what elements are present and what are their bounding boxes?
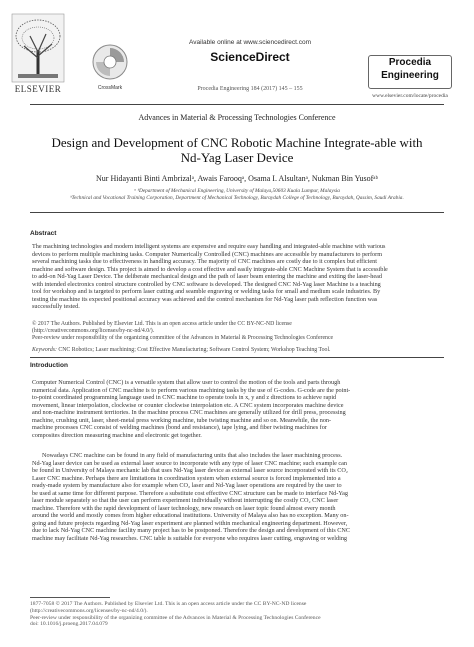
article-title-line2: Nd-Yag Laser Device — [180, 150, 294, 165]
footer-issn-line: 1877-7058 © 2017 The Authors. Published by Elsevier Ltd. This is an open access article under the CC BY-NC-ND license — [30, 601, 307, 607]
intro-line: be used at same time for different purpose. Therefore a substitute cost effective CNC structure can be made to interface Nd-Yag — [32, 489, 349, 497]
intro-line: composites direction measuring machine and electronic get together. — [32, 431, 202, 439]
abstract-line: tool for workshop and is targeted to perform laser cutting and seamble engraving or welding tasks for small and medium scale industries. By — [32, 288, 381, 296]
abstract-top-divider — [30, 212, 444, 213]
license-link[interactable]: (http://creativecommons.org/licenses/by-nc-nd/4.0/). — [32, 328, 155, 334]
available-online-text: Available online at www.sciencedirect.com — [189, 39, 311, 46]
intro-line: around the world and mostly comes from higher educational institutions. University of Malaya also has no exception. Many on- — [32, 512, 349, 520]
intro-line: due to lack Nd-Yag CNC machine facility many project has to be postponed. Therefore the design and development of this CNC — [32, 527, 351, 535]
affiliation-b: ᵇTechnical and Vocational Training Corporation, Department of Mechanical Technology, Buraydah College of Technology, Buraydah, Qassim, Saudi Arabia. — [70, 195, 404, 201]
intro-line: machine. Therefore with the rapid development of laser technology, new research on laser topic found almost every month — [32, 504, 336, 512]
abstract-line: machine and software design. This project is aimed to develop a cost effective and easily integrate-able CNC Machine System that is accessible — [32, 265, 388, 273]
introduction-para2 — [32, 452, 442, 543]
intro-line: going and future projects regarding Nd-Yag laser experiment are planned within mechanical engineering department. However, — [32, 519, 348, 527]
keywords-text: CNC Robotics; Laser machining; Cost Effective Manufacturing; Software Control System; Workshop Teaching Tool. — [56, 347, 331, 353]
keywords-label: Keywords: — [32, 347, 57, 353]
abstract-line: several machining tasks due to effectiveness in handling accuracy. The majority of CNC machines are costly due to it complex but efficient — [32, 258, 377, 266]
abstract-body — [32, 243, 442, 311]
article-title-line1: Design and Development of CNC Robotic Machine Integrate-able with — [51, 135, 423, 150]
intro-line: be found in University of Malaya mechanic lab that uses Nd-Yag laser device as external laser source incorporated with its CO₂ — [32, 467, 348, 475]
crossmark-label: CrossMark — [97, 85, 123, 91]
header-divider — [30, 104, 444, 105]
intro-line: laser module separately so that the user can perform experiment individually without interrupting the costly CO₂ CNC laser — [32, 497, 339, 505]
footer-rule — [30, 597, 110, 598]
journal-name-line1: Procedia — [388, 57, 432, 68]
abstract-line: The machining technologies and modern intelligent systems are expensive and require easy handling and integrated-able machine with various — [32, 243, 386, 250]
abstract-copyright — [32, 321, 442, 342]
footer-peer-review: Peer-review under responsibility of the organizing committee of the Advances in Material & Processing Technologies Conference — [30, 614, 321, 621]
sciencedirect-name: ScienceDirect — [210, 50, 290, 64]
copyright-line: © 2017 The Authors. Published by Elsevier Ltd. This is an open access article under the CC BY-NC-ND license — [32, 321, 292, 327]
intro-line: Nowadays CNC machine can be found in any field of manufacturing units that also includes the laser machining process. — [42, 452, 343, 459]
elsevier-wordmark: ELSEVIER — [14, 84, 62, 94]
abstract-line: successfully tested. — [32, 303, 80, 311]
peer-review-line: Peer-review under responsibility of the organizing committee of the Advances in Material & Processing Technologies Conference — [32, 335, 334, 341]
introduction-para1 — [32, 379, 442, 439]
footer-doi-link[interactable]: doi: 10.1016/j.proeng.2017.04.079 — [30, 621, 108, 628]
journal-reference: Procedia Engineering 184 (2017) 145 – 155 — [197, 86, 303, 92]
journal-url-link[interactable]: www.elsevier.com/locate/procedia — [372, 93, 448, 99]
intro-line: numerical data. Application of CNC machine is to perform various machining tasks by the use of G-codes. G-code are the point- — [32, 386, 351, 394]
intro-line: and non-machine instrument territories. In the machine process CNC machines are generally utilized for drill press, processing — [32, 409, 346, 417]
intro-line: Computer Numerical Control (CNC) is a versatile system that allow user to control the motion of the tools and parts through — [32, 379, 341, 386]
footer-license-link[interactable]: (http://creativecommons.org/licenses/by-nc-nd/4.0/). — [30, 607, 148, 614]
intro-line: machine may facilitate Nd-Yag researches. CNC table is suitable for everyone who requires laser cutting, engraving or welding — [32, 535, 348, 543]
introduction-heading: Introduction — [30, 362, 68, 369]
intro-line: Nd-Yag laser device can be used as external laser source to incorporate with any type of laser CNC machine; such example can — [32, 459, 347, 467]
article-title — [40, 135, 434, 165]
footer-text — [30, 601, 444, 628]
author-list: Nur Hidayanti Binti Ambrizalᵃ, Awais Farooqᵃ, Osama I. Alsultanᵃ, Nukman Bin Yusofᵃᵇ — [96, 174, 378, 183]
journal-name-line2: Engineering — [381, 70, 439, 81]
abstract-heading: Abstract — [30, 230, 57, 237]
intro-line: machine, crushing unit, laser, sheet-metal press working machine, tube twisting machine and so on. Meanwhile, the non- — [32, 416, 332, 424]
abstract-line: testing the machine its expected positional accuracy was achieved and the control mechanism for Nd-Yag laser path reflection function was — [32, 295, 378, 303]
intro-line: ready-made system by manufacture also for example when CO₂ laser and Nd-Yag laser operations are required by the user to — [32, 482, 342, 490]
abstract-line: with intended electronics control structure controlled by CNC software is developed. The designed CNC Nd-Yag laser Machine is a teaching — [32, 280, 381, 288]
intro-line: to-point coordinated programming language used in CNC machine to operate tools in x, y and z directions to achieve rapid — [32, 394, 337, 402]
keywords-line — [32, 347, 442, 354]
affiliation-a: ᵃ ᵇDepartment of Mechanical Engineering, University of Malaya,50603 Kuala Lumpur, Malaysia — [134, 188, 340, 194]
intro-line: machine processes CNC consist of welding machines (bond and resistance), tape lying, and fiber twisting machines for — [32, 424, 327, 432]
intro-line: Laser CNC machine. Perhaps there are limitations in coordination system when external source is forced implemented into a — [32, 474, 341, 482]
intro-line: movement, linear interpolation, clockwise or counter clockwise interpolation etc. A CNC system incorporates machine device — [32, 401, 344, 409]
abstract-line: to add-on Nd-Yag Laser Device. The deliberate mechanical design and the path of laser beam entering the machine and exiting the laser-head — [32, 273, 382, 281]
crossmark-icon[interactable] — [90, 42, 130, 82]
abstract-line: devices to perform multiple machining tasks. Computer Numerically Controlled (CNC) machines are accessible by manufacturers to perform — [32, 250, 383, 258]
conference-name: Advances in Material & Processing Technologies Conference — [138, 113, 336, 122]
abstract-bottom-divider — [30, 357, 444, 358]
